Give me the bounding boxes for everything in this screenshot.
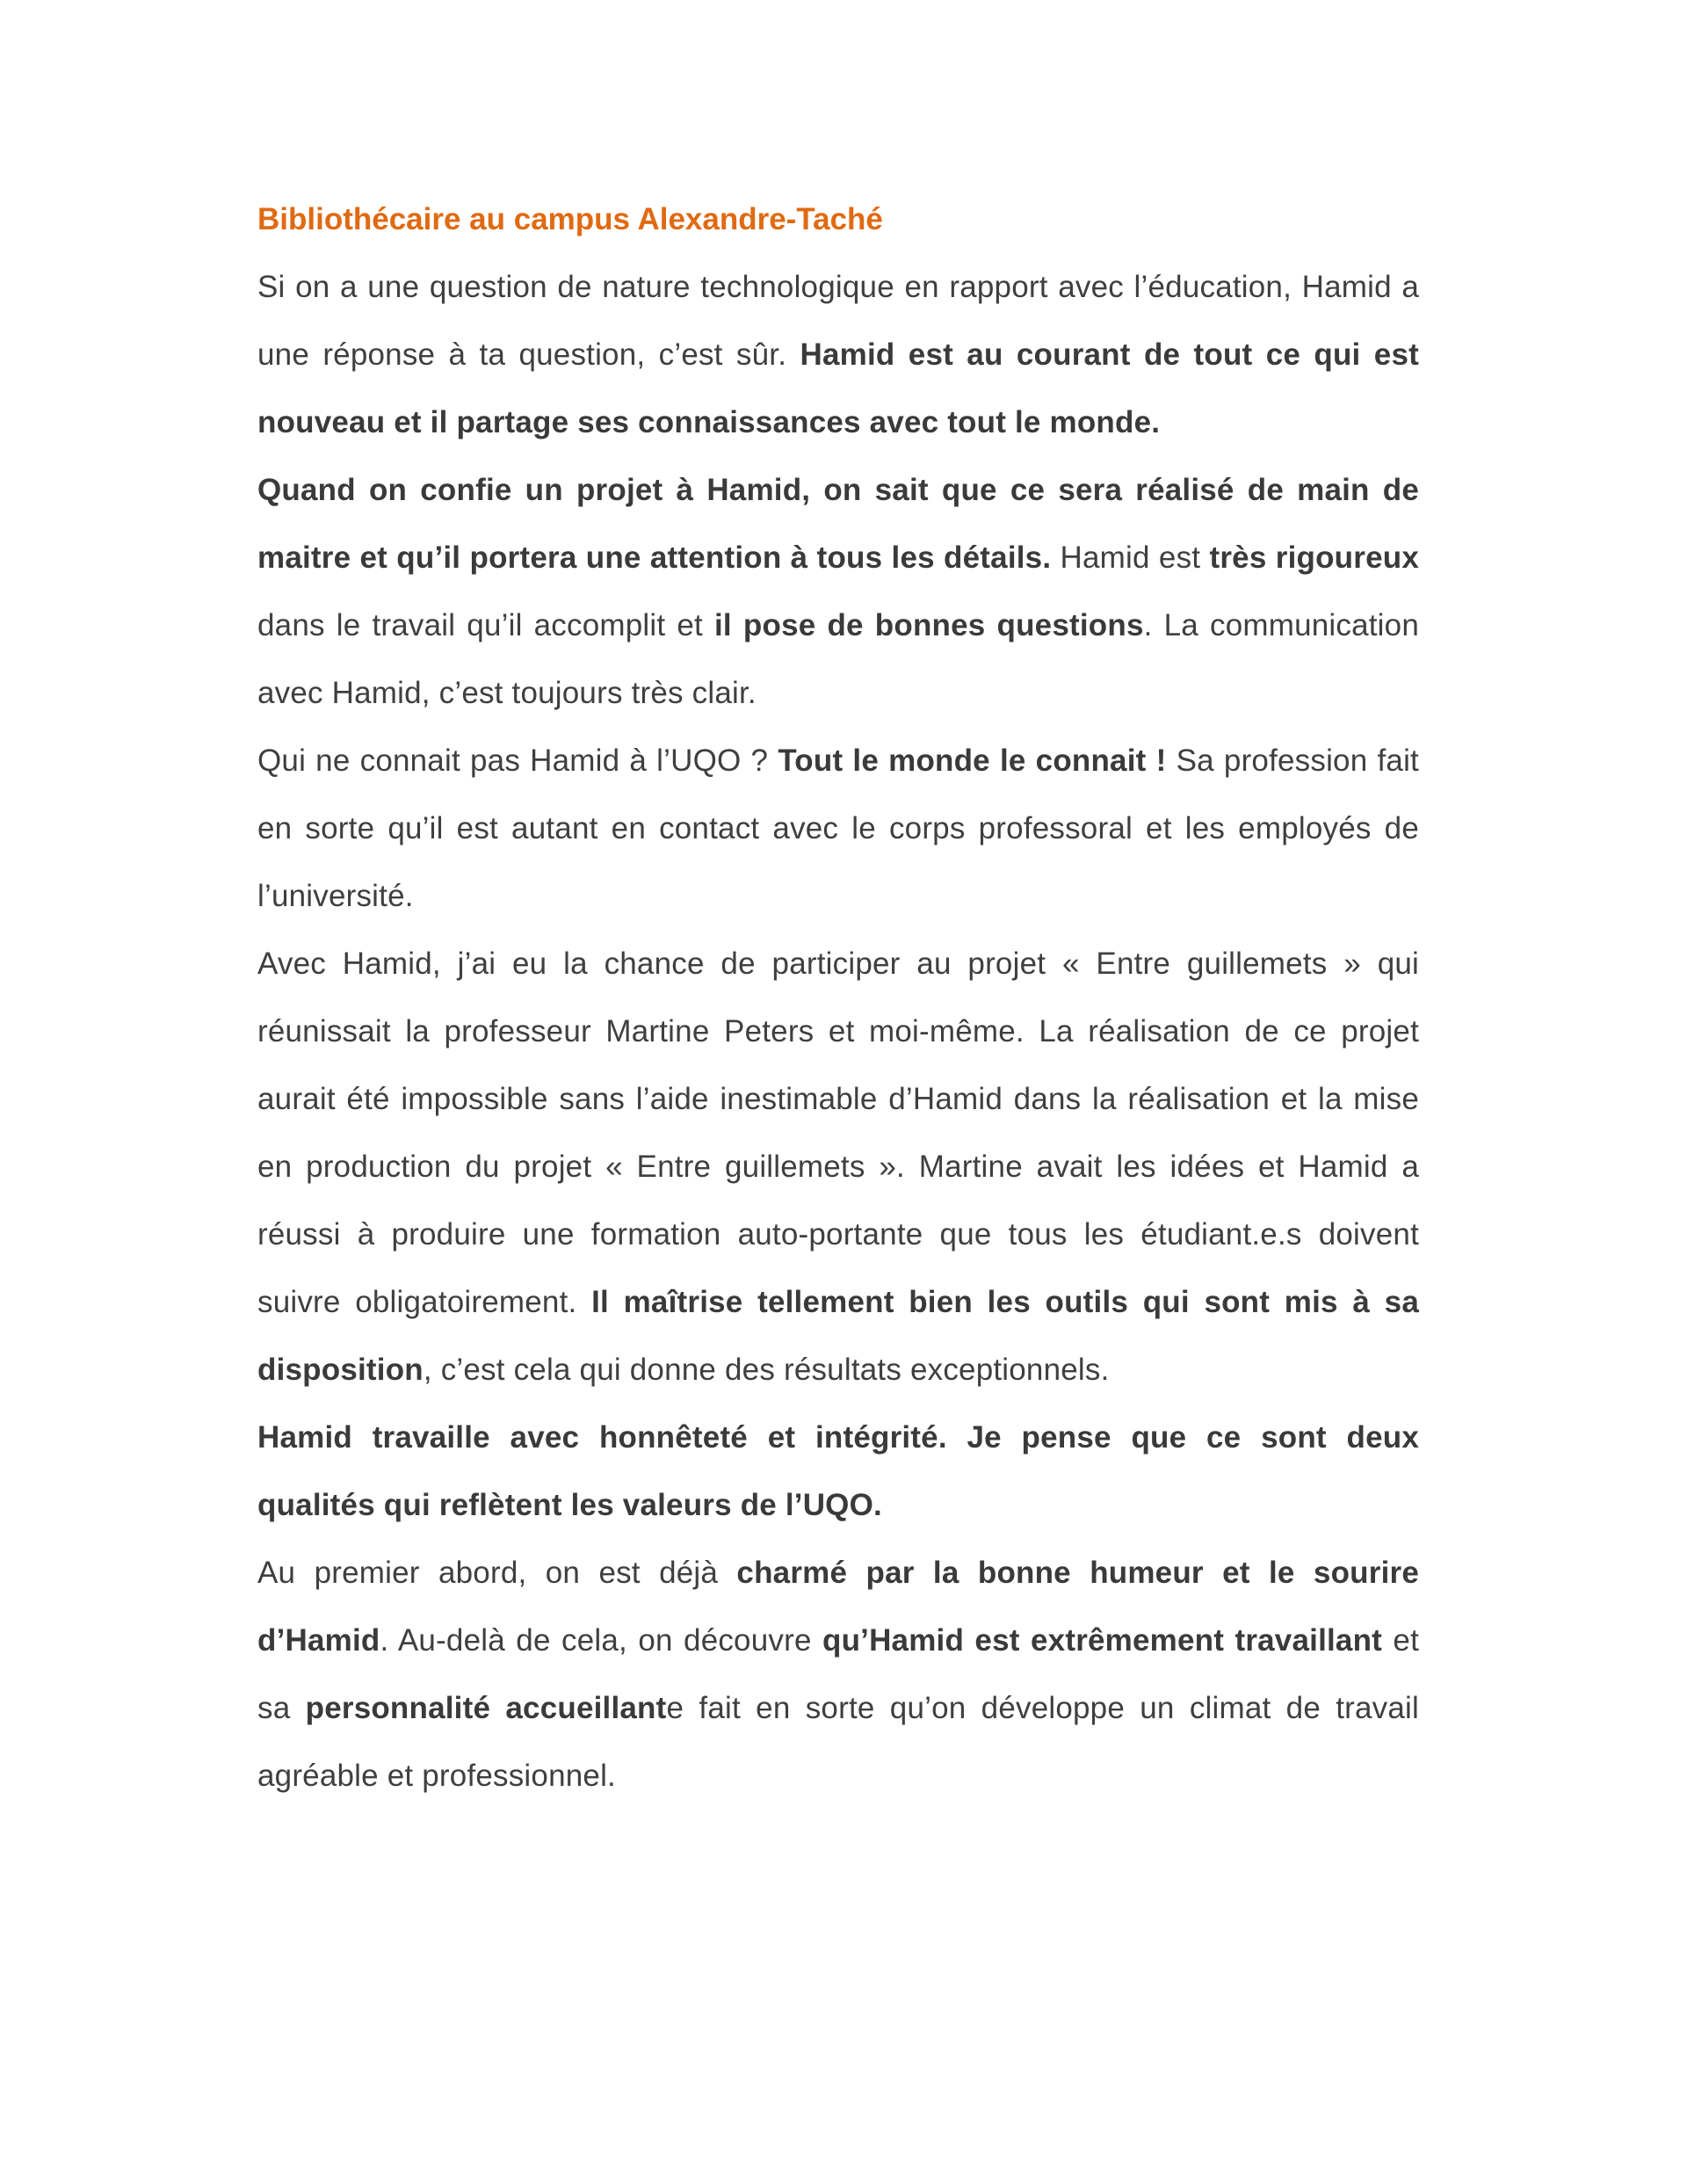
document-page — [257, 195, 1419, 1810]
text-segment: Au premier abord, on est déjà — [257, 1556, 737, 1590]
text-segment: Qui ne connait pas Hamid à l’UQO ? — [257, 744, 778, 778]
bold-text-segment: très rigoureux — [1209, 541, 1419, 575]
bold-text-segment: personnalité accueillant — [305, 1691, 667, 1725]
text-segment: Hamid est — [1051, 541, 1210, 575]
bold-text-segment: Quand on confie un projet à Hamid, on sait que ce sera réalisé de main de maitre et qu’il portera une attention à tous les détails. — [257, 473, 1419, 575]
paragraph-2 — [257, 456, 1419, 727]
bold-text-segment: qu’Hamid est extrêmement travaillant — [822, 1623, 1383, 1658]
bold-text-segment: charmé par la bonne humeur et le sourire d’Hamid — [257, 1556, 1419, 1658]
text-segment: , c’est cela qui donne des résultats exceptionnels. — [423, 1353, 1110, 1387]
bold-text-segment: il pose de bonnes questions — [714, 608, 1144, 642]
text-segment: . Au-delà de cela, on découvre — [380, 1623, 822, 1658]
paragraph-5 — [257, 1404, 1419, 1539]
text-segment: Sa profession fait en sorte qu’il est autant en contact avec le corps professoral et les employés de l’université. — [257, 744, 1419, 913]
bold-text-segment: Hamid travaille avec honnêteté et intégrité. Je pense que ce sont deux qualités qui reflètent les valeurs de l’UQO. — [257, 1420, 1419, 1522]
paragraph-3 — [257, 727, 1419, 930]
bold-text-segment: Hamid est au courant de tout ce qui est nouveau et il partage ses connaissances avec tout le monde. — [257, 337, 1419, 439]
paragraph-6 — [257, 1539, 1419, 1810]
bold-text-segment: Tout le monde le connait ! — [778, 744, 1167, 778]
paragraph-list — [257, 253, 1419, 1810]
text-segment: Avec Hamid, j’ai eu la chance de participer au projet « Entre guillemets » qui réunissait la professeur Martine Peters et moi-même. La réalisation de ce projet aurait été impossible sans l’aide inestimable d’Hamid dans la réalisation et la mise en production du projet « Entre guillemets ». Martine avait les idées et Hamid a réussi à produire une formation auto-portante que tous les étudiant.e.s doivent suivre obligatoirement. — [257, 947, 1419, 1319]
paragraph-1 — [257, 253, 1419, 456]
text-segment: dans le travail qu’il accomplit et — [257, 608, 714, 642]
paragraph-4 — [257, 930, 1419, 1404]
text-segment: Si on a une question de nature technologique en rapport avec l’éducation, Hamid a une réponse à ta question, c’est sûr. — [257, 270, 1419, 372]
text-segment: et sa — [257, 1623, 1419, 1725]
text-segment: . La communication avec Hamid, c’est toujours très clair. — [257, 608, 1419, 710]
section-heading: Bibliothécaire au campus Alexandre-Taché — [257, 202, 883, 236]
text-segment: e fait en sorte qu’on développe un climat de travail agréable et professionnel. — [257, 1691, 1420, 1793]
bold-text-segment: Il maîtrise tellement bien les outils qui sont mis à sa disposition — [257, 1285, 1419, 1387]
